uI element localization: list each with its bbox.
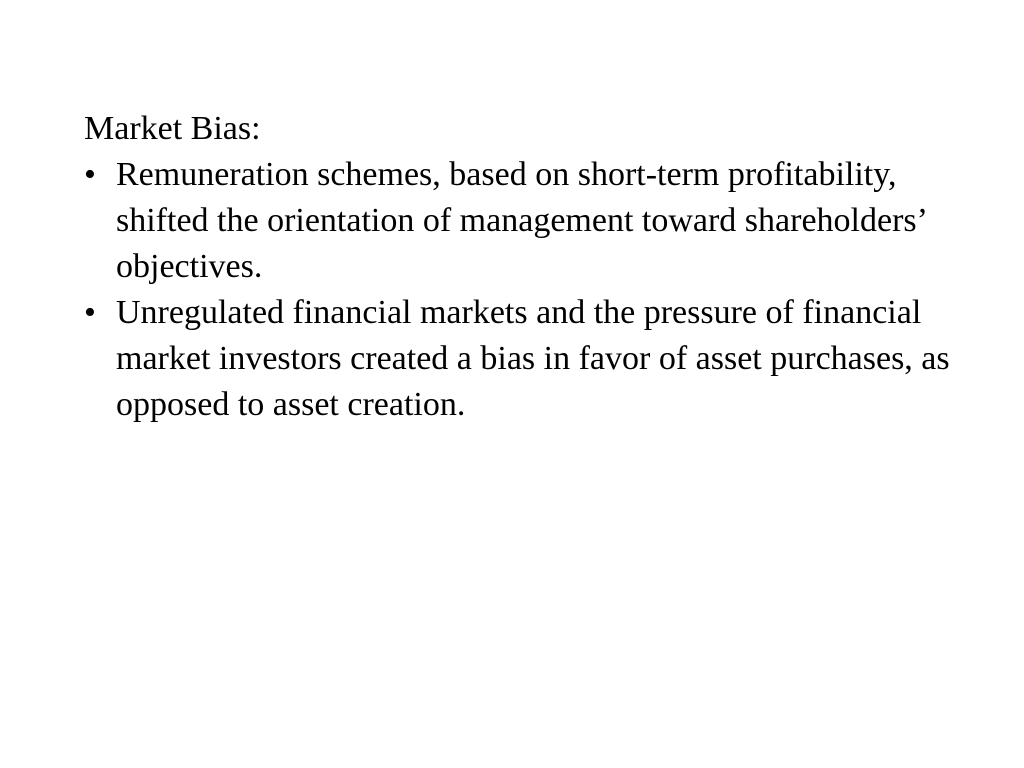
bullet-icon: • bbox=[84, 294, 96, 331]
slide-content bbox=[84, 106, 964, 428]
bullet-icon: • bbox=[84, 156, 96, 193]
bullet-text: Remuneration schemes, based on short-term profitability, shifted the orientation of management toward shareholders’ objectives. bbox=[116, 156, 926, 285]
bullet-item-remuneration bbox=[84, 152, 964, 290]
slide-heading: Market Bias: bbox=[84, 110, 261, 147]
bullet-text: Unregulated financial markets and the pressure of financial market investors created a bias in favor of asset purchases, as opposed to asset creation. bbox=[116, 294, 950, 423]
bullet-item-unregulated-markets bbox=[84, 290, 964, 428]
bullet-list bbox=[84, 152, 964, 428]
